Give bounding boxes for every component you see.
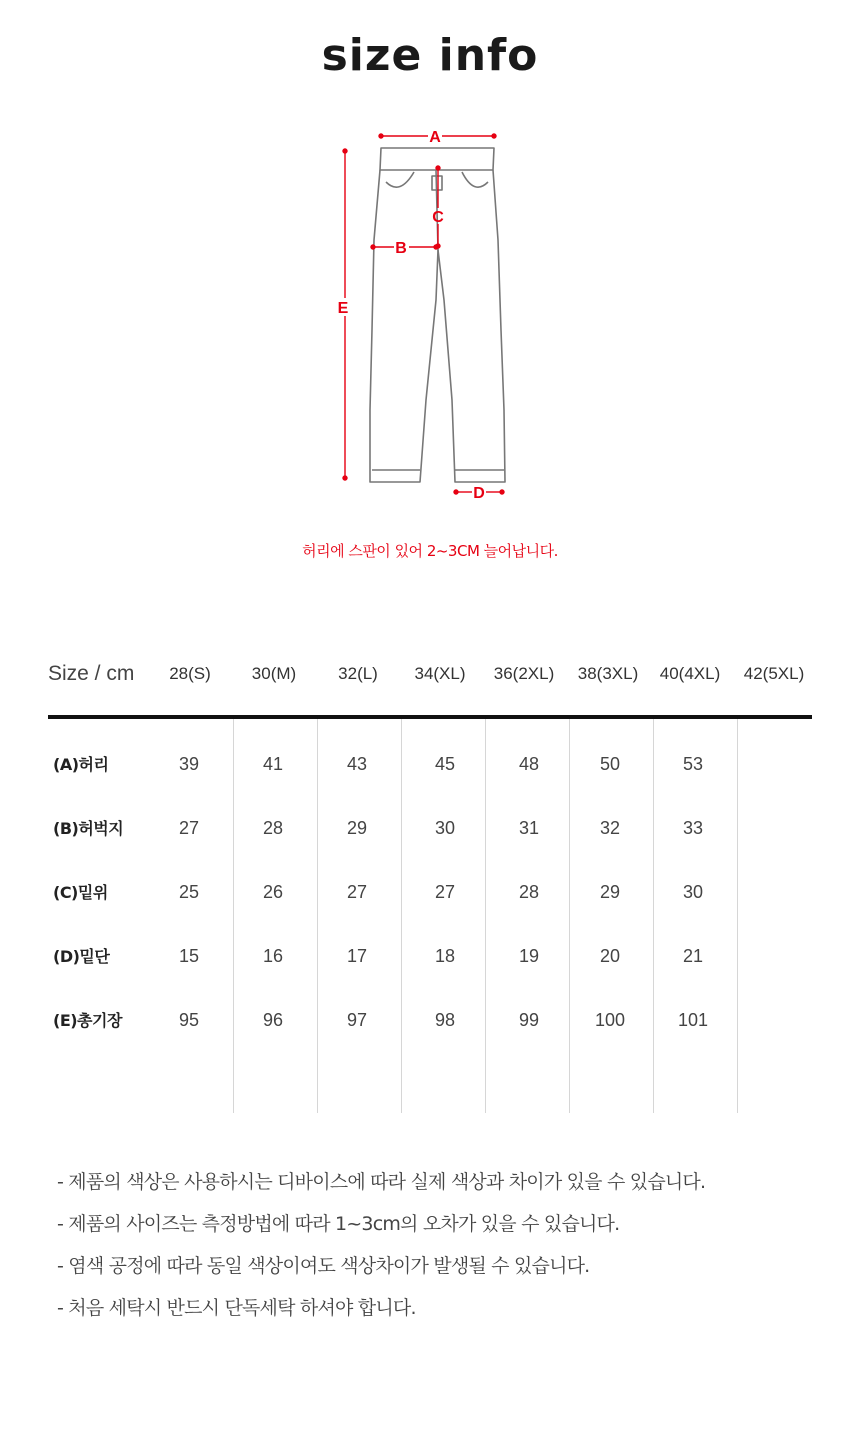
cell-value: 19 — [518, 946, 540, 966]
stretch-note: 허리에 스판이 있어 2~3CM 늘어납니다. — [302, 542, 558, 560]
table-row — [48, 816, 812, 846]
cell-value: 25 — [178, 882, 200, 902]
cell-value: 29 — [346, 818, 368, 838]
cell-value: 18 — [434, 946, 456, 966]
page-title: size info — [321, 30, 539, 81]
cell-value: 39 — [178, 754, 200, 774]
label-b: B — [395, 240, 407, 257]
row-label: (C)밑위 — [53, 883, 108, 902]
cell-value: 33 — [682, 818, 704, 838]
label-d: D — [473, 485, 485, 502]
care-notes — [57, 1166, 837, 1334]
label-e: E — [337, 300, 349, 317]
row-label: (B)허벅지 — [53, 819, 124, 838]
cell-value: 53 — [682, 754, 704, 774]
cell-value: 97 — [346, 1010, 368, 1030]
table-row — [48, 752, 812, 782]
cell-value: 30 — [434, 818, 456, 838]
cell-value: 16 — [262, 946, 284, 966]
size-table-header — [48, 664, 812, 700]
label-c: C — [432, 209, 444, 226]
cell-value: 20 — [599, 946, 621, 966]
size-col-header: 30(M) — [251, 664, 297, 683]
cell-value: 27 — [178, 818, 200, 838]
cell-value: 17 — [346, 946, 368, 966]
size-col-header: 34(XL) — [414, 664, 466, 683]
note-item: - 제품의 색상은 사용하시는 디바이스에 따라 실제 색상과 차이가 있을 수 있습니다. — [57, 1171, 706, 1193]
header-rule — [48, 715, 812, 719]
cell-value: 101 — [677, 1010, 709, 1030]
cell-value: 28 — [518, 882, 540, 902]
cell-value: 27 — [434, 882, 456, 902]
size-col-header: 40(4XL) — [659, 664, 721, 683]
size-col-header: 38(3XL) — [577, 664, 639, 683]
cell-value: 32 — [599, 818, 621, 838]
cell-value: 45 — [434, 754, 456, 774]
row-label: (A)허리 — [53, 755, 109, 774]
cell-value: 26 — [262, 882, 284, 902]
size-col-header: 28(S) — [169, 664, 211, 683]
cell-value: 31 — [518, 818, 540, 838]
cell-value: 27 — [346, 882, 368, 902]
cell-value: 99 — [518, 1010, 540, 1030]
table-row — [48, 944, 812, 974]
note-item: - 염색 공정에 따라 동일 색상이여도 색상차이가 발생될 수 있습니다. — [57, 1255, 590, 1277]
cell-value: 21 — [682, 946, 704, 966]
pants-diagram — [320, 120, 540, 510]
size-col-header: 36(2XL) — [493, 664, 555, 683]
cell-value: 95 — [178, 1010, 200, 1030]
size-col-header: 32(L) — [338, 664, 378, 683]
cell-value: 41 — [262, 754, 284, 774]
cell-value: 98 — [434, 1010, 456, 1030]
cell-value: 96 — [262, 1010, 284, 1030]
cell-value: 100 — [594, 1010, 626, 1030]
cell-value: 29 — [599, 882, 621, 902]
cell-value: 15 — [178, 946, 200, 966]
cell-value: 43 — [346, 754, 368, 774]
note-item: - 제품의 사이즈는 측정방법에 따라 1~3cm의 오차가 있을 수 있습니다. — [57, 1213, 620, 1235]
table-row — [48, 880, 812, 910]
row-label: (D)밑단 — [53, 947, 110, 966]
header-label: Size / cm — [48, 662, 135, 685]
cell-value: 30 — [682, 882, 704, 902]
note-item: - 처음 세탁시 반드시 단독세탁 하셔야 합니다. — [57, 1297, 416, 1319]
label-a: A — [429, 129, 441, 146]
size-col-header: 42(5XL) — [743, 664, 805, 683]
table-row — [48, 1008, 812, 1038]
cell-value: 50 — [599, 754, 621, 774]
row-label: (E)총기장 — [53, 1011, 122, 1030]
cell-value: 28 — [262, 818, 284, 838]
cell-value: 48 — [518, 754, 540, 774]
